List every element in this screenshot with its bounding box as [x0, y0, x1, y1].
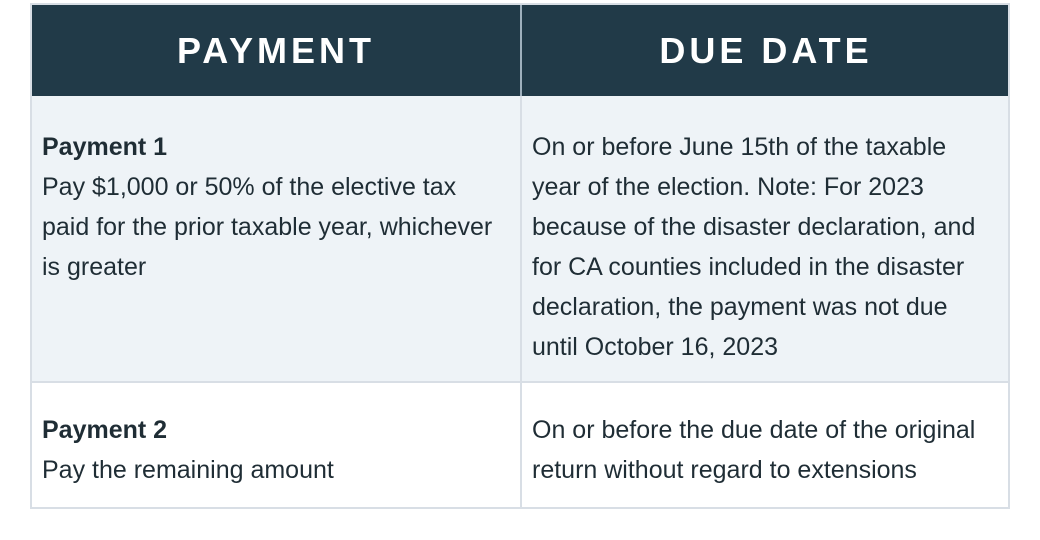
payment-description: Pay the remaining amount [42, 456, 334, 484]
payment-cell [32, 96, 521, 382]
due-date-text: On or before the due date of the original return without regard to extensions [532, 416, 976, 484]
payment-cell [32, 382, 521, 509]
payment-title: Payment 1 [42, 133, 168, 161]
payment-schedule-table [32, 5, 1010, 509]
due-date-text: On or before June 15th of the taxable year of the election. Note: For 2023 because of the disaster declaration, and for CA counties included in the disaster declaration, the payment was not due until October 16, 2023 [532, 133, 976, 361]
table-body [32, 96, 1010, 509]
payment-schedule-table-container [30, 3, 1010, 509]
table-row [32, 382, 1010, 509]
payment-description: Pay $1,000 or 50% of the elective tax paid for the prior taxable year, whichever is greater [42, 173, 493, 281]
due-date-cell [521, 96, 1010, 382]
due-date-column-header: DUE DATE [521, 5, 1010, 96]
header-row [32, 5, 1010, 96]
table-row [32, 96, 1010, 382]
payment-title: Payment 2 [42, 416, 168, 444]
due-date-cell [521, 382, 1010, 509]
payment-column-header: PAYMENT [32, 5, 521, 96]
table-header [32, 5, 1010, 96]
